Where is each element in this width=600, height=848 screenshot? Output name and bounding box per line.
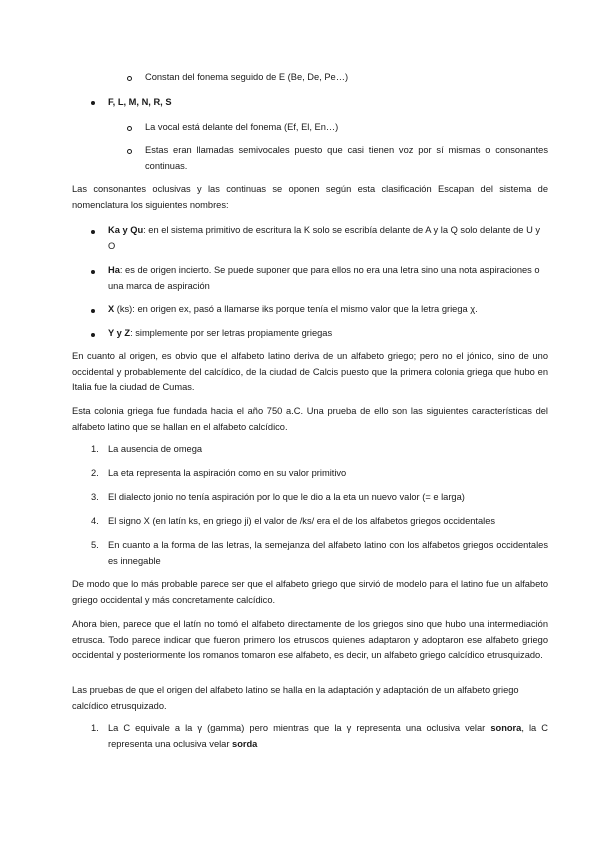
list-text: : es de origen incierto. Se puede suponer que para ellos no era una letra sino una nota aspiraciones o una marca de aspiración [108, 265, 540, 291]
list-term: Ka y Qu [108, 225, 144, 235]
list-term: Y y Z [108, 328, 131, 338]
list-term: Ha [108, 265, 120, 275]
list-number: 4. [91, 516, 99, 526]
hollow-bullet-icon [127, 76, 132, 81]
numbered-item: La ausencia de omega [108, 444, 203, 454]
list-number: 1. [91, 723, 99, 733]
hollow-bullet-icon [127, 149, 132, 154]
bullet-icon [91, 333, 95, 337]
numbered-item [108, 721, 548, 752]
list-item [108, 223, 548, 254]
list-number: 3. [91, 492, 99, 502]
paragraph: En cuanto al origen, es obvio que el alfabeto latino deriva de un alfabeto griego; pero no el jónico, sino de uno occidental y probablemente del calcídico, de la ciudad de Calcis puesto que la primera colonia griega que hubo en Italia fue la ciudad de Cumas. [72, 351, 548, 392]
item-bold: sonora [490, 723, 522, 733]
bullet-icon [91, 309, 95, 313]
sub-item: La vocal está delante del fonema (Ef, El, En…) [145, 122, 339, 132]
list-text: : simplemente por ser letras propiamente griegas [130, 328, 333, 338]
paragraph: Ahora bien, parece que el latín no tomó el alfabeto directamente de los griegos sino que hubo una intermediación etrusca. Todo parece indicar que fueron primero los etruscos quienes adaptaron y adoptaron ese alfabeto griego occidental y posteriormente los romanos tomaron ese alfabeto, es decir, un alfabeto griego calcídico etrusquizado. [72, 619, 548, 660]
numbered-item: El dialecto jonio no tenía aspiración por lo que le dio a la eta un nuevo valor (= e larga) [108, 492, 465, 502]
item-bold: sorda [232, 738, 258, 749]
item-text: , la C representa una oclusiva velar [108, 723, 549, 749]
paragraph: De modo que lo más probable parece ser que el alfabeto griego que sirvió de modelo para el latino fue un alfabeto griego occidental y más concretamente calcídico. [72, 579, 548, 605]
bullet-icon [91, 270, 95, 274]
list-item [108, 326, 548, 342]
list-item [108, 302, 548, 318]
list-number: 1. [91, 444, 99, 454]
list-number: 5. [91, 540, 99, 550]
numbered-item: En cuanto a la forma de las letras, la semejanza del alfabeto latino con los alfabetos griegos occidentales es innegable [108, 540, 548, 566]
paragraph: Esta colonia griega fue fundada hacia el año 750 a.C. Una prueba de ello son las siguientes características del alfabeto latino que se hallan en el alfabeto calcídico. [72, 406, 548, 432]
numbered-item: El signo X (en latín ks, en griego ji) el valor de /ks/ era el de los alfabetos griegos occidentales [108, 516, 496, 526]
paragraph: Las pruebas de que el origen del alfabeto latino se halla en la adaptación y adaptación de un alfabeto griego calcídico etrusquizado. [72, 685, 519, 711]
bullet-icon [91, 101, 95, 105]
list-text: : en el sistema primitivo de escritura la K solo se escribía delante de A y la Q solo delante de U y O [108, 225, 541, 251]
paragraph: Las consonantes oclusivas y las continuas se oponen según esta clasificación Escapan del sistema de nomenclatura los siguientes nombres: [72, 184, 548, 210]
list-item [108, 263, 548, 294]
list-number: 2. [91, 468, 99, 478]
numbered-item: La eta representa la aspiración como en su valor primitivo [108, 468, 347, 478]
list-term: X [108, 304, 115, 314]
bullet-icon [91, 230, 95, 234]
sub-item: Estas eran llamadas semivocales puesto que casi tienen voz por sí mismas o consonantes continuas. [145, 145, 548, 171]
hollow-bullet-icon [127, 126, 132, 131]
item-text: La C equivale a la γ (gamma) pero mientras que la γ representa una oclusiva velar [108, 723, 491, 733]
bullet-heading: F, L, M, N, R, S [108, 97, 172, 107]
sub-item: Constan del fonema seguido de E (Be, De, Pe…) [145, 72, 349, 82]
list-text: (ks): en origen ex, pasó a llamarse iks porque tenía el mismo valor que la letra griega χ. [114, 304, 478, 314]
